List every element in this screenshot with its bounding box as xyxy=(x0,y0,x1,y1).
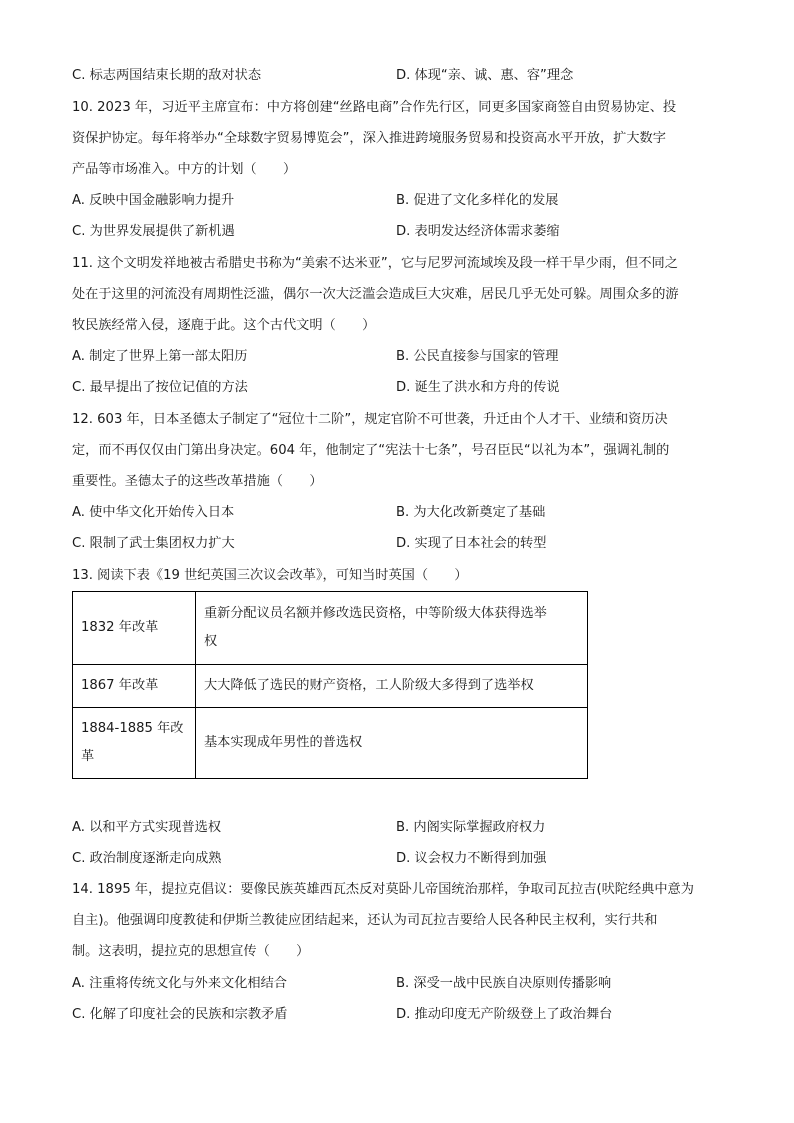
q14-option-a: A. 注重将传统文化与外来文化相结合 xyxy=(72,976,287,991)
q11-stem-line-2: 处在于这里的河流没有周期性泛滥，偶尔一次大泛滥会造成巨大灾难，居民几乎无处可躲。周围众多的游 xyxy=(72,287,679,302)
table-cell-desc xyxy=(196,708,588,779)
q11-option-a: A. 制定了世界上第一部太阳历 xyxy=(72,349,248,364)
q11-option-b: B. 公民直接参与国家的管理 xyxy=(396,349,559,364)
q11-option-d: D. 诞生了洪水和方舟的传说 xyxy=(396,380,560,395)
q12-stem-line-3: 重要性。圣德太子的这些改革措施（ ） xyxy=(72,474,323,489)
q12-option-a: A. 使中华文化开始传入日本 xyxy=(72,505,235,520)
q14-option-b: B. 深受一战中民族自决原则传播影响 xyxy=(396,976,612,991)
q9-option-d: D. 体现“亲、诚、惠、容”理念 xyxy=(396,68,574,83)
q13-option-a: A. 以和平方式实现普选权 xyxy=(72,820,222,835)
q14-option-c: C. 化解了印度社会的民族和宗教矛盾 xyxy=(72,1007,288,1022)
q9-option-c: C. 标志两国结束长期的敌对状态 xyxy=(72,68,262,83)
q12-option-c: C. 限制了武士集团权力扩大 xyxy=(72,536,235,551)
q13-stem-line-1: 13. 阅读下表《19 世纪英国三次议会改革》，可知当时英国（ ） xyxy=(72,568,468,583)
table-row xyxy=(73,708,588,779)
table-cell-desc xyxy=(196,665,588,708)
cell-text: 大大降低了选民的财产资格，工人阶级大多得到了选举权 xyxy=(204,678,534,693)
cell-text: 1832 年改革 xyxy=(81,620,159,635)
cell-text: 基本实现成年男性的普选权 xyxy=(204,735,363,750)
q10-stem-line-2: 资保护协定。每年将举办“全球数字贸易博览会”，深入推进跨境服务贸易和投资高水平开放，扩大数字 xyxy=(72,131,666,146)
cell-text: 1884-1885 年改 xyxy=(81,721,184,736)
table-cell-year xyxy=(73,592,196,665)
cell-text: 权 xyxy=(204,634,218,649)
table-cell-desc xyxy=(196,592,588,665)
cell-text: 革 xyxy=(81,749,95,764)
q14-option-d: D. 推动印度无产阶级登上了政治舞台 xyxy=(396,1007,613,1022)
q10-option-a: A. 反映中国金融影响力提升 xyxy=(72,193,235,208)
q12-stem-line-1: 12. 603 年，日本圣德太子制定了“冠位十二阶”，规定官阶不可世袭，升迁由个人才干、业绩和资历决 xyxy=(72,412,668,427)
table-row xyxy=(73,592,588,665)
q11-stem-line-1: 11. 这个文明发祥地被古希腊史书称为“美索不达米亚”，它与尼罗河流域埃及段一样干旱少雨，但不同之 xyxy=(72,256,678,271)
q14-stem-line-1: 14. 1895 年，提拉克倡议：要像民族英雄西瓦杰反对莫卧儿帝国统治那样，争取司瓦拉吉(吠陀经典中意为 xyxy=(72,882,694,897)
q14-stem-line-2: 自主)。他强调印度教徒和伊斯兰教徒应团结起来，还认为司瓦拉吉要给人民各种民主权利，实行共和 xyxy=(72,913,658,928)
table-row xyxy=(73,665,588,708)
q12-stem-line-2: 定，而不再仅仅由门第出身决定。604 年，他制定了“宪法十七条”，号召臣民“以礼为本”，强调礼制的 xyxy=(72,443,670,458)
q10-option-d: D. 表明发达经济体需求萎缩 xyxy=(396,224,560,239)
q10-stem-line-3: 产品等市场准入。中方的计划（ ） xyxy=(72,162,297,177)
reform-table xyxy=(72,591,588,779)
table-cell-year xyxy=(73,708,196,779)
cell-text: 重新分配议员名额并修改选民资格，中等阶级大体获得选举 xyxy=(204,606,547,621)
q11-option-c: C. 最早提出了按位记值的方法 xyxy=(72,380,248,395)
q12-option-b: B. 为大化改新奠定了基础 xyxy=(396,505,546,520)
q13-option-d: D. 议会权力不断得到加强 xyxy=(396,851,547,866)
q11-stem-line-3: 牧民族经常入侵，逐鹿于此。这个古代文明（ ） xyxy=(72,318,376,333)
q10-option-b: B. 促进了文化多样化的发展 xyxy=(396,193,559,208)
cell-text: 1867 年改革 xyxy=(81,678,159,693)
q14-stem-line-3: 制。这表明，提拉克的思想宣传（ ） xyxy=(72,944,310,959)
q13-option-c: C. 政治制度逐渐走向成熟 xyxy=(72,851,222,866)
table-cell-year xyxy=(73,665,196,708)
q10-stem-line-1: 10. 2023 年，习近平主席宣布：中方将创建“丝路电商”合作先行区，同更多国家商签自由贸易协定、投 xyxy=(72,100,677,115)
q12-option-d: D. 实现了日本社会的转型 xyxy=(396,536,547,551)
q13-option-b: B. 内阁实际掌握政府权力 xyxy=(396,820,546,835)
q10-option-c: C. 为世界发展提供了新机遇 xyxy=(72,224,235,239)
